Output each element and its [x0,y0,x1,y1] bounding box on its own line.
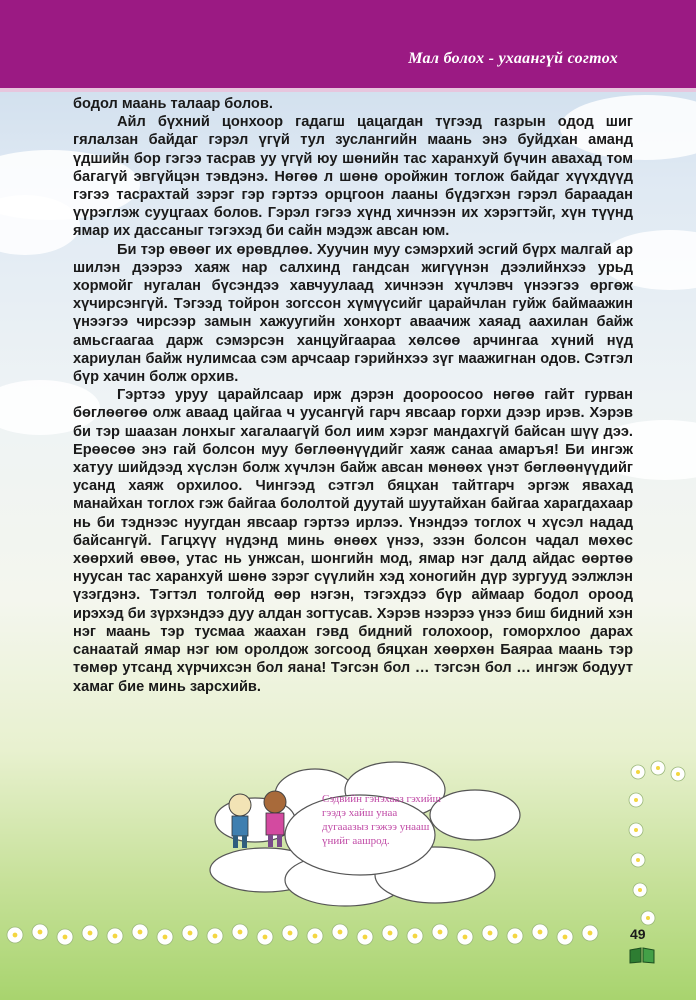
main-text [73,95,633,696]
page-number: 49 [630,926,646,942]
flower-border-decoration [0,910,696,960]
page-header-title: Мал болох - ухаангүй согтох [408,50,618,67]
paragraph: Гэртээ уруу царайлсаар ирж дэрэн доороосоо нөгөө гайт гурван бөглөөгөө олж аваад цайгаа ч уусангүй гарч явсаар горхи дээр ирэв. Хэрэв би тэр шаазан лонхыг хагалаагүй бол иим хэрэг мандахгүй байсан шүү дээ. Ерөөсөө энэ гай болсон муу бөглөөнүүдийг хаяж санаа амаръя! Би ингэж хатуу шийдээд хүслэн болж хүчлэн байж авсан мөнөөх үнэт бөглөөнүүдийг усанд хаяж орхилоо. Чингээд сэтгэл бяцхан тайтгарч эргэж явахад манайхан тоглох гэж байгаа бололтой дуутай шуутайхан байгаа харагдахаар нь би тэднээс нуугдан явсаар гэртээ ирлээ. Үнэндээ тоглох ч хүсэл надад байсангүй. Гагцхүү нүдэнд минь өнөөх үнээ, эзэн болсон чадал мөхөс хөөрхий өвөө, утас нь унжсан, шонгийн мод, ямар нэг далд айдас өөртөө нуусан тас харанхуй шөнө зэрэг сүүлийн хэд хоногийн дүр зургууд ээлжлэн үзэгдэнэ. Тэгтэл толгойд өөр нэгэн, тэгэхдээ бүр аймаар бодол ороод ирэхэд би зүрхэндээ дуу алдан зогтусав. Хэрэв нээрээ үнээ биш бидний хэн нэг маань тэр тусмаа жаахан гэвд бидний голохоор, гоморхлоо дарах санаатай ямар нэг юм оролдож зогсоод бяцхан хөөрхөн Баяраа маань тэр төмөр утсанд хүрчихсэн бол яана! Тэгсэн бол … тэгсэн бол … ингэж бодуут хамаг бие минь зарсхийв. [73,387,633,695]
poem-line: үнийг аашрод. [322,835,390,847]
poem-line: Сэдвийн гэнэхааз гэхийш [322,793,441,805]
poem-block [322,792,510,848]
poem-line: гээдэ хайш унаа [322,807,398,819]
header-bar [0,0,696,92]
paragraph: Айл бүхний цонхоор гадагш цацагдан түгээд газрын одод шиг гялалзан байдаг гэрэл үгүй тул зуслангийн маань энэ буйдхан аманд үдшийн бор гэгээ тасрав уу үгүй юу шөнийн тас харанхуй бүчин авахад том багагүй эвгүйцэн тэвдэнэ. Нөгөө л шөнө оройжин тоглож байдаг хүүхдүүд гэгээ тасрахтай зэрэг гэр гэртээ орцгоон лааны бүдэгхэн гэрэл бараадан үүрэглэж сууцгаах болов. Гэрэл гэгээ хүнд хичнээн их хэрэгтэйг, хүн түүнд ямар их дассаныг тэгэхэд би сайн мэдэж авсан юм. [73,114,633,240]
poem-line: дугааазыз гэжээ унааш [322,821,430,833]
paragraph: Би тэр өвөөг их өрөвдлөө. Хуучин муу сэмэрхий эсгий бүрх малгай ар шилэн дээрээ хаяж нар салхинд гандсан жигүүнэн дээлийнхээ урьд хормойг нугалан бүсэндээ хавчуулаад хичнээн хүчлэвч үнээгээ өргөж хүчирсэнгүй. Тэгээд тойрон зогссон хүмүүсийг царайчлан гуйж баймаажин үнээгээ чирсээр замын хажуугийн хонхорт аваачиж хаяад аахилан байж амьсгаагаа дарж сэмэрсэн ханцуйгаараа хөлсөө арчингаа хүний нүд хариулан байж нулимсаа сэм арчсаар гэрийнхээ зүг маажигнан одов. Сэтгэл бүр хачин болж орхив. [73,241,633,386]
book-icon [629,946,655,964]
paragraph: бодол маань талаар болов. [73,96,273,112]
